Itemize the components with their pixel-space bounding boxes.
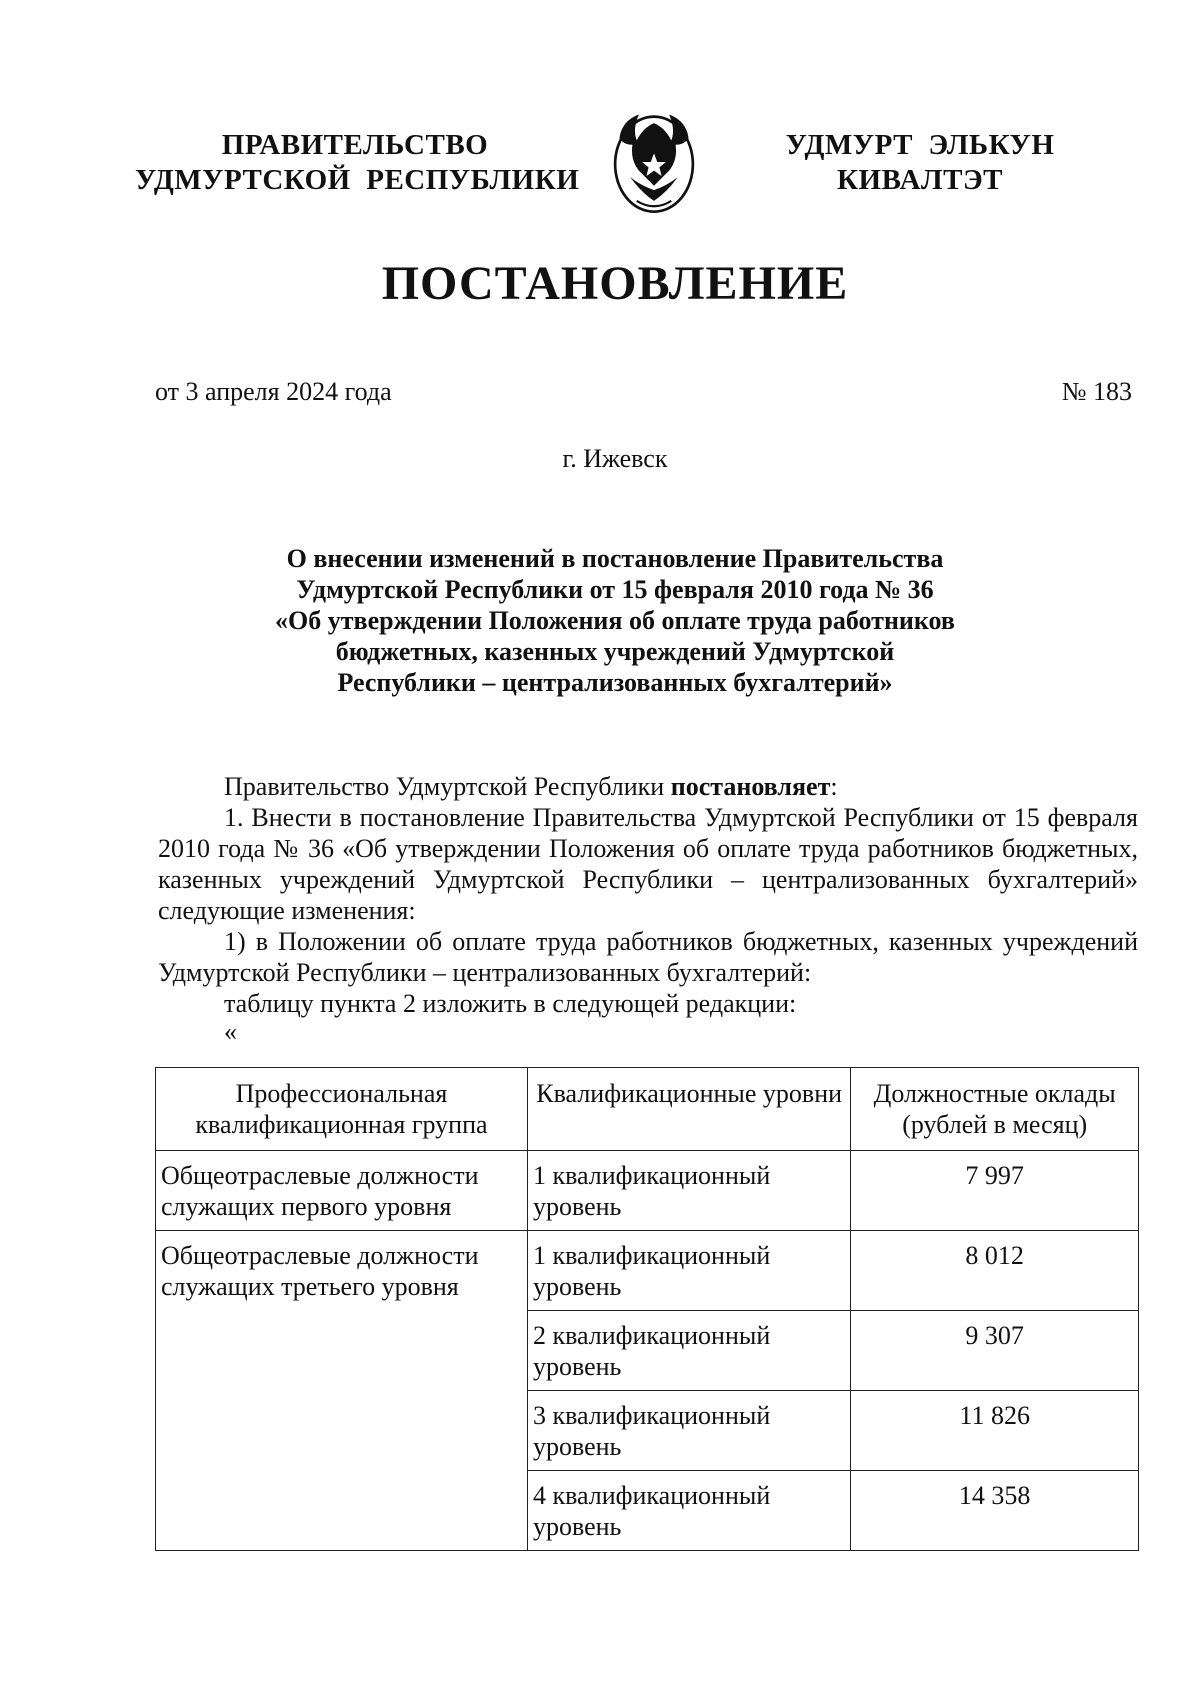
udmurt-coat-of-arms-icon — [600, 108, 708, 216]
opening-quote-mark: « — [224, 1017, 237, 1046]
paragraph-3: таблицу пункта 2 изложить в следующей редакции: — [224, 989, 797, 1018]
subject-line: «Об утверждении Положения об оплате труда работников — [275, 606, 955, 635]
salary-cell: 9 307 — [851, 1311, 1139, 1391]
salary-cell: 14 358 — [851, 1471, 1139, 1551]
table-row — [156, 1151, 1139, 1231]
salary-table — [155, 1067, 1139, 1551]
salary-cell: 8 012 — [851, 1231, 1139, 1311]
column-header-level: Квалификационные уровни — [527, 1068, 850, 1151]
level-cell: 1 квалификационный уровень — [527, 1231, 850, 1311]
level-cell: 4 квалификационный уровень — [527, 1471, 850, 1551]
level-cell: 2 квалификационный уровень — [527, 1311, 850, 1391]
document-date: от 3 апреля 2024 года — [155, 377, 392, 406]
paragraph-2: 1) в Положении об оплате труда работников бюджетных, казенных учреждений Удмуртской Республики – централизованных бухгалтерий: — [158, 927, 1138, 987]
column-header-salary: Должностные оклады (рублей в месяц) — [851, 1068, 1139, 1151]
salary-cell: 7 997 — [851, 1151, 1139, 1231]
intro-bold-verb: постановляет — [670, 772, 831, 801]
table-header-row — [156, 1068, 1139, 1151]
government-name-russian — [135, 128, 580, 198]
intro-prefix: Правительство Удмуртской Республики — [224, 772, 671, 801]
table-row — [156, 1231, 1139, 1311]
group-name-cell: Общеотраслевые должности служащих третьего уровня — [156, 1231, 528, 1551]
group-name-cell: Общеотраслевые должности служащих первого уровня — [156, 1151, 528, 1231]
document-title: ПОСТАНОВЛЕНИЕ — [381, 257, 849, 310]
subject-line: Республики – централизованных бухгалтерий» — [337, 668, 893, 697]
level-cell: 1 квалификационный уровень — [527, 1151, 850, 1231]
document-subject — [180, 543, 1050, 698]
intro-paragraph — [158, 771, 1138, 802]
document-body — [158, 771, 1138, 1045]
document-number: № 183 — [1061, 377, 1132, 406]
column-header-group: Профессиональная квалификационная группа — [156, 1068, 528, 1151]
level-cell: 3 квалификационный уровень — [527, 1391, 850, 1471]
paragraph-1: 1. Внести в постановление Правительства Удмуртской Республики от 15 февраля 2010 года № 36 «Об утверждении Положения об оплате труда работников бюджетных, казенных учреждений Удмуртской Республики – централизованных бухгалтерий» следующие изменения: — [158, 803, 1138, 925]
government-name-udmurt — [770, 128, 1070, 198]
subject-line: Удмуртской Республики от 15 февраля 2010 года № 36 — [296, 575, 934, 604]
subject-line: О внесении изменений в постановление Правительства — [286, 544, 944, 573]
document-city: г. Ижевск — [562, 444, 668, 473]
government-name-udm-line2: КИВАЛТЭТ — [836, 164, 1003, 196]
government-name-ru-line2: УДМУРТСКОЙ РЕСПУБЛИКИ — [135, 164, 580, 196]
subject-line: бюджетных, казенных учреждений Удмуртской — [335, 637, 895, 666]
salary-cell: 11 826 — [851, 1391, 1139, 1471]
government-name-udm-line1: УДМУРТ ЭЛЬКУН — [785, 129, 1055, 161]
intro-suffix: : — [830, 772, 838, 801]
government-name-ru-line1: ПРАВИТЕЛЬСТВО — [221, 129, 489, 161]
